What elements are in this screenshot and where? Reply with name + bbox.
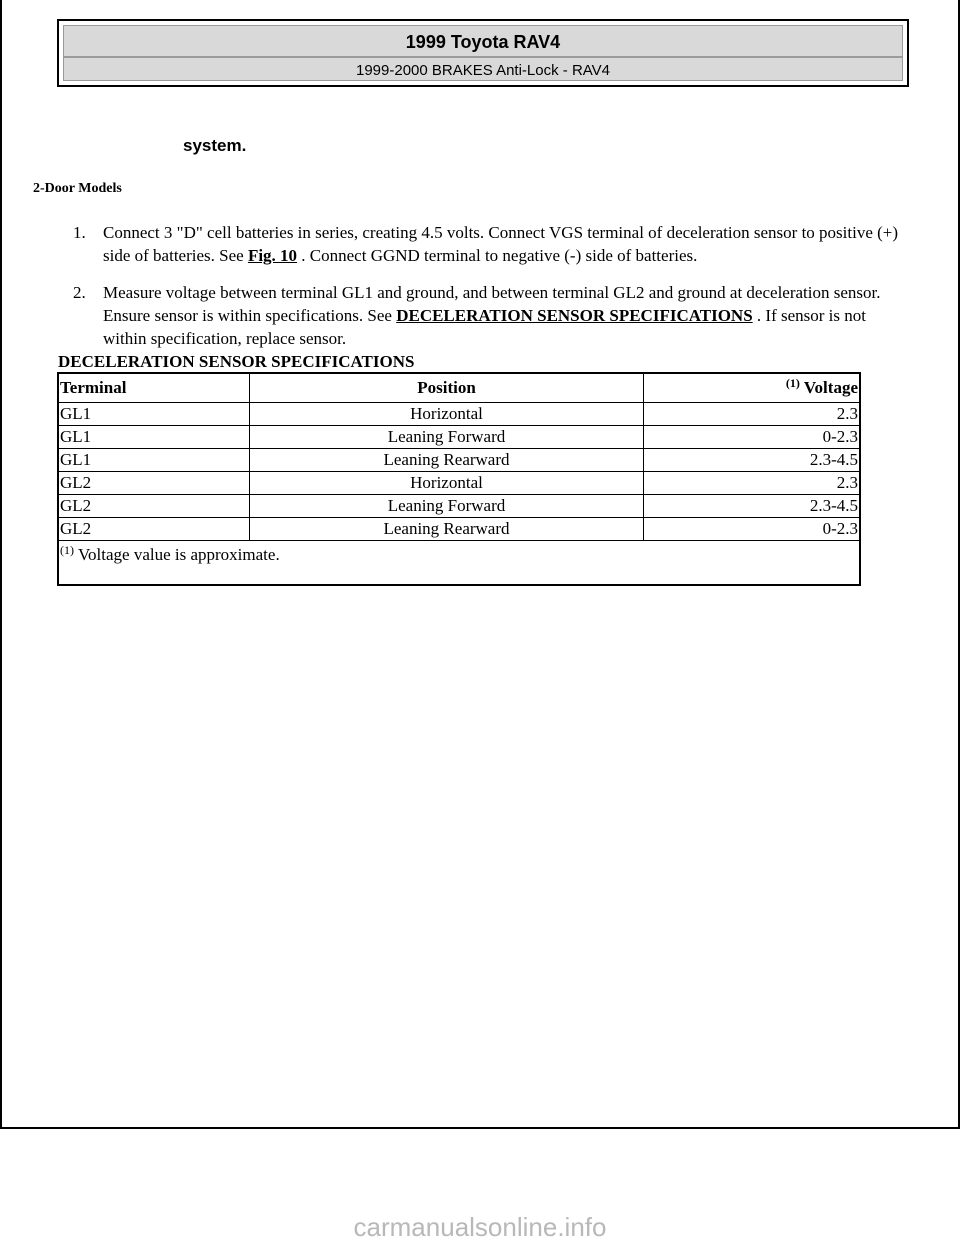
step-number: 2. — [73, 283, 86, 302]
table-row — [58, 403, 860, 426]
carryover-text: system. — [183, 136, 247, 155]
cell-voltage: 0-2.3 — [644, 426, 861, 449]
cell-voltage: 2.3-4.5 — [644, 495, 861, 518]
table-row — [58, 426, 860, 449]
table-title: DECELERATION SENSOR SPECIFICATIONS — [58, 352, 415, 371]
cell-terminal: GL1 — [58, 403, 250, 426]
header-divider — [64, 56, 902, 58]
procedure-steps — [73, 221, 903, 364]
document-subtitle: 1999-2000 BRAKES Anti-Lock - RAV4 — [355, 62, 611, 79]
step-text: Connect 3 "D" cell batteries in series, creating 4.5 volts. Connect VGS terminal of deceleration sensor to positive (+) side of batteries. See — [103, 223, 899, 265]
step-text: . Connect GGND terminal to negative (-) side of batteries. — [297, 246, 698, 265]
cell-terminal: GL2 — [58, 472, 250, 495]
step-text: Measure voltage between terminal GL1 and ground, and between terminal GL2 and ground at deceleration sensor. Ensure sensor is within specifications. See — [103, 283, 881, 325]
specifications-link[interactable]: DECELERATION SENSOR SPECIFICATIONS — [396, 306, 753, 325]
specifications-table — [57, 372, 861, 586]
section-subheading: 2-Door Models — [33, 181, 122, 196]
footnote-marker: (1) — [785, 376, 800, 390]
header-voltage — [644, 373, 861, 403]
table-footnote — [58, 541, 860, 586]
cell-voltage: 0-2.3 — [644, 518, 861, 541]
header-terminal: Terminal — [58, 373, 250, 403]
cell-terminal: GL1 — [58, 426, 250, 449]
table-header-row — [58, 373, 860, 403]
procedure-step — [73, 281, 903, 350]
step-text: . If sensor is not within specification, replace sensor. — [103, 306, 866, 348]
cell-position: Horizontal — [250, 472, 644, 495]
footnote-text: Voltage value is approximate. — [77, 545, 280, 564]
cell-position: Horizontal — [250, 403, 644, 426]
procedure-step — [73, 221, 903, 267]
table-row — [58, 449, 860, 472]
header-voltage-label: Voltage — [803, 378, 858, 397]
cell-voltage: 2.3 — [644, 472, 861, 495]
cell-terminal: GL2 — [58, 495, 250, 518]
cell-position: Leaning Rearward — [250, 518, 644, 541]
page-header — [57, 19, 909, 87]
cell-position: Leaning Forward — [250, 495, 644, 518]
cell-position: Leaning Rearward — [250, 449, 644, 472]
table-row — [58, 495, 860, 518]
header-panel — [63, 25, 903, 81]
site-watermark: carmanualsonline.info — [353, 1212, 607, 1242]
cell-terminal: GL1 — [58, 449, 250, 472]
footnote-row — [58, 541, 860, 586]
table-row — [58, 518, 860, 541]
footnote-marker: (1) — [60, 543, 74, 557]
cell-terminal: GL2 — [58, 518, 250, 541]
document-title: 1999 Toyota RAV4 — [405, 32, 561, 52]
table-row — [58, 472, 860, 495]
cell-position: Leaning Forward — [250, 426, 644, 449]
cell-voltage: 2.3-4.5 — [644, 449, 861, 472]
cell-voltage: 2.3 — [644, 403, 861, 426]
fig-10-link[interactable]: Fig. 10 — [247, 246, 298, 265]
step-number: 1. — [73, 223, 86, 242]
header-position: Position — [250, 373, 644, 403]
